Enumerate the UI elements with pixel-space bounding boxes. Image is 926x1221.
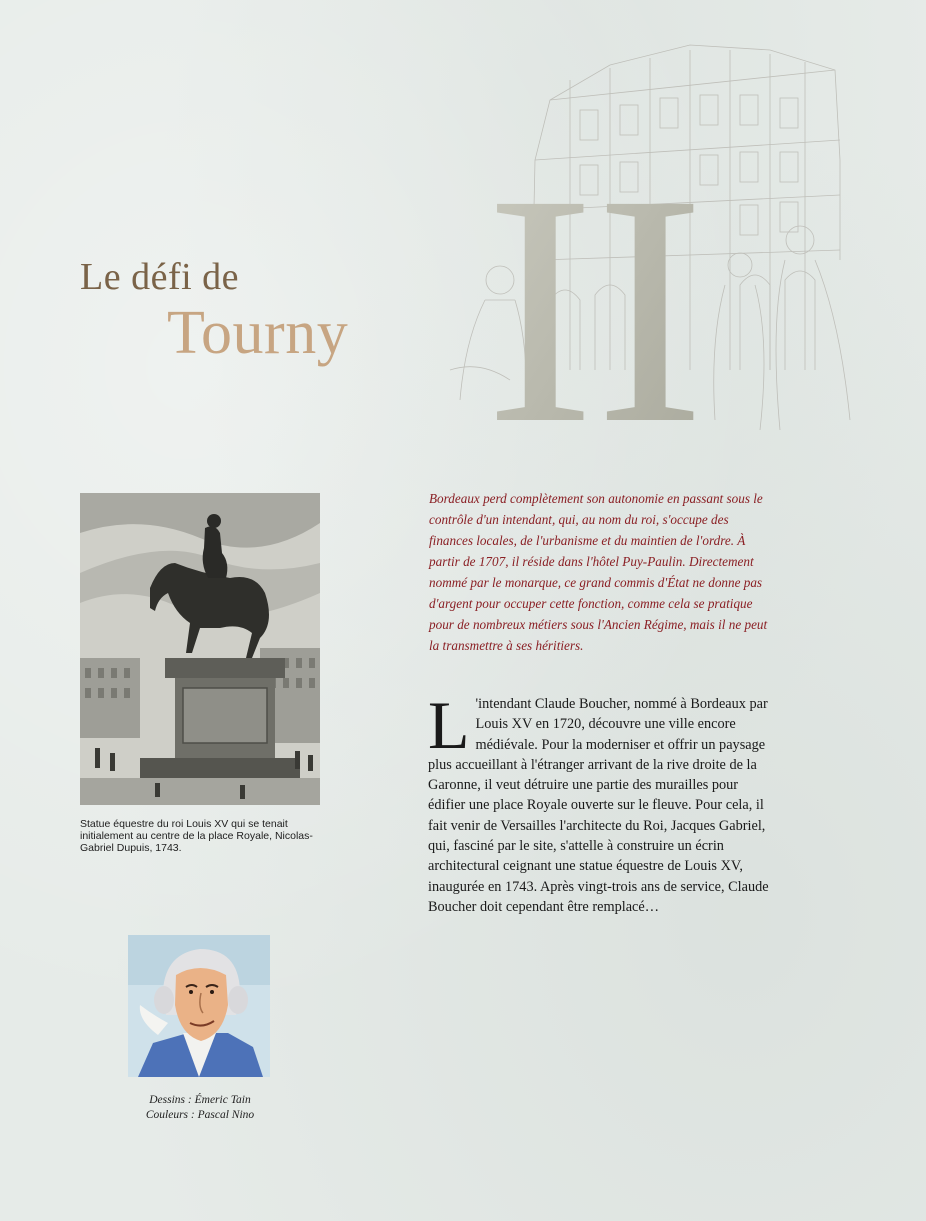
body-text: 'intendant Claude Boucher, nommé à Bordeaux par Louis XV en 1720, découvre une ville encore médiévale. Pour la moderniser et offrir un paysage plus accueillant à l'étranger arrivant de la rive droite de la Garonne, il veut détruire une partie des murailles pour édifier une place Royale ouverte sur le fleuve. Pour cela, il fait venir de Versailles l'architecte du Roi, Jacques Gabriel, qui, fasciné par le site, s'attelle à construire un écrin architectural ceignant une statue équestre de Louis XV, inaugurée en 1743. Après vingt-trois ans de service, Claude Boucher doit cependant être remplacé… (428, 696, 769, 915)
body-paragraph (428, 687, 778, 917)
engraving-caption: Statue équestre du roi Louis XV qui se tenait initialement au centre de la place Royale, Nicolas-Gabriel Dupuis, 1743. (80, 818, 313, 854)
title-line-1: Le défi de (80, 256, 240, 298)
drop-cap: L (428, 687, 470, 763)
intro-paragraph (429, 488, 774, 656)
chapter-numeral (485, 127, 705, 492)
engraving-image (80, 493, 320, 805)
chapter-numeral-text: II (485, 127, 705, 492)
title-line-2: Tourny (167, 299, 349, 367)
credits (120, 1093, 280, 1123)
credit-colors: Couleurs : Pascal Nino (145, 1109, 255, 1121)
credit-drawings: Dessins : Émeric Tain (149, 1094, 251, 1106)
character-portrait (128, 935, 270, 1077)
intro-text: Bordeaux perd complètement son autonomie en passant sous le contrôle d'un intendant, qui, au nom du roi, s'occupe des finances locales, de l'urbanisme et du maintien de l'ordre. À partir de 1707, il réside dans l'hôtel Puy-Paulin. Directement nommé par le monarque, ce grand commis d'État ne donne pas d'argent pour occuper cette fonction, comme cela se pratique pour de nombreux métiers sous l'Ancien Régime, mais il ne peut la transmettre à ses héritiers. (429, 491, 768, 653)
